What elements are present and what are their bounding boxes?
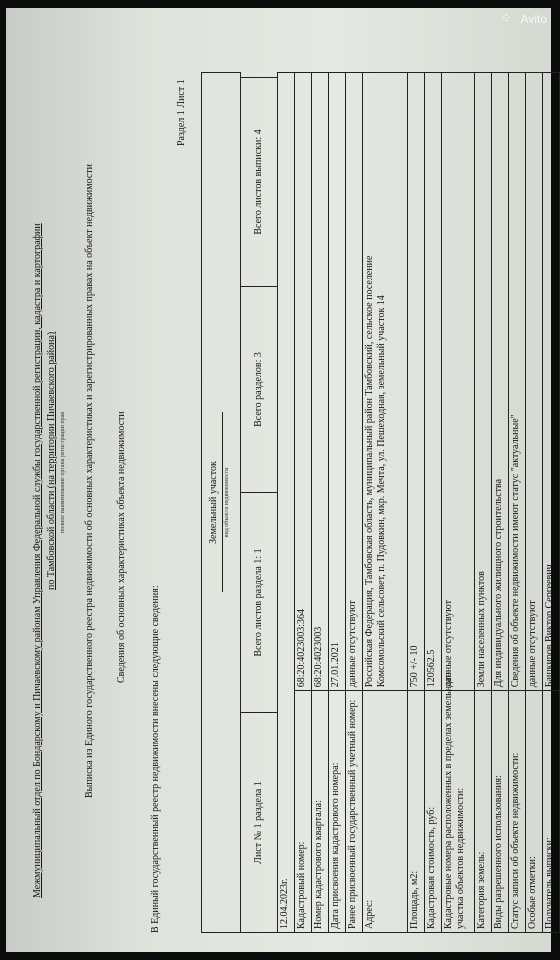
table-row	[295, 72, 312, 932]
table-row	[442, 72, 475, 932]
row-label: Номер кадастрового квартала:	[312, 690, 328, 932]
table-row	[329, 72, 346, 932]
row-label: Особые отметки:	[526, 690, 542, 932]
date-row	[278, 72, 295, 932]
sheet-header-row	[241, 72, 278, 932]
row-value: Земли населенных пунктов	[475, 72, 491, 690]
row-value: данные отсутствуют	[442, 72, 474, 690]
sheet-number: Лист № 1 раздела 1	[241, 712, 277, 932]
header-caption: полное наименование органа регистрации прав	[60, 411, 66, 533]
object-type-caption: вид объекта недвижимости	[222, 413, 231, 593]
row-value: Башкиров Виктор Сергеевич	[543, 72, 559, 690]
document-subtitle: Сведения об основных характеристиках объекта недвижимости	[116, 411, 127, 683]
extract-date: 12.04.2023г.	[278, 72, 294, 932]
row-label: Категория земель:	[475, 690, 491, 932]
row-label: Виды разрешенного использования:	[492, 690, 508, 932]
row-label: Получатель выписки:	[543, 690, 559, 932]
avito-watermark	[500, 10, 547, 26]
row-label-continued: участка объектов недвижимости:	[455, 787, 466, 929]
row-label: Статус записи об объекте недвижимости:	[509, 690, 525, 932]
row-label: Кадастровая стоимость, руб:	[425, 690, 441, 932]
sections-total: Всего разделов: 3	[241, 286, 277, 492]
object-type-row	[202, 72, 241, 932]
row-value: Для индивидуального жилищного строительства	[492, 72, 508, 690]
row-label: Кадастровые номера расположенных в пределах земельного	[443, 672, 454, 929]
row-value: 27.01.2021	[329, 72, 345, 690]
row-value: 750 +/- 10	[408, 72, 424, 690]
document-title: Выписка из Единого государственного реестра недвижимости об основных характеристиках и зарегистрированных правах на объект недвижимости	[84, 163, 95, 798]
row-value: данные отсутствуют	[346, 72, 362, 690]
row-label: Адрес:	[363, 690, 407, 932]
row-label: Дата присвоения кадастрового номера:	[329, 690, 345, 932]
row-value: 120562.5	[425, 72, 441, 690]
row-value: Сведения об объекте недвижимости имеют статус "актуальные"	[509, 72, 525, 690]
header-line-1: Межмуниципальный отдел по Бондарскому и Пичаевскому районам Управления Федеральной службы государственной регистрации, кадастра и картографии	[32, 223, 43, 898]
table-row	[346, 72, 363, 932]
avito-dots-icon: ⁘	[500, 10, 513, 26]
sheets-total: Всего листов выписки: 4	[241, 77, 277, 286]
object-type: Земельный участок	[208, 461, 219, 544]
sheets-in-section: Всего листов раздела 1: 1	[241, 492, 277, 712]
row-label: Площадь, м2:	[408, 690, 424, 932]
document-page	[26, 48, 555, 938]
table-row	[312, 72, 329, 932]
table-row	[492, 72, 509, 932]
table-row	[509, 72, 526, 932]
address-line-1: Российская Федерация, Тамбовская область, муниципальный район Тамбовский, сельское поселение	[364, 255, 375, 688]
table-row	[543, 72, 560, 932]
address-line-2: Комсомольский сельсовет, п. Пудовкин, мкр. Мечта, ул. Пешеходная, земельный участок 14	[376, 295, 387, 688]
section-label: Раздел 1 Лист 1	[176, 79, 187, 146]
table-row	[475, 72, 492, 932]
header-line-2: по Тамбовской области (на территории Пичаевского района)	[46, 331, 57, 590]
row-label: Кадастровый номер:	[295, 690, 311, 932]
row-label: Ранее присвоенный государственный учетный номер:	[346, 690, 362, 932]
intro-text: В Единый государственный реестр недвижимости внесены следующие сведения:	[150, 585, 161, 933]
avito-brand: Avito	[520, 12, 547, 26]
data-table	[201, 72, 560, 933]
row-value: 68:20:4023003:364	[295, 72, 311, 690]
document-photo	[6, 8, 555, 952]
table-row	[363, 72, 408, 932]
row-value: данные отсутствуют	[526, 72, 542, 690]
table-row	[526, 72, 543, 932]
table-row	[408, 72, 425, 932]
row-value: 68:20:4023003	[312, 72, 328, 690]
table-row	[425, 72, 442, 932]
